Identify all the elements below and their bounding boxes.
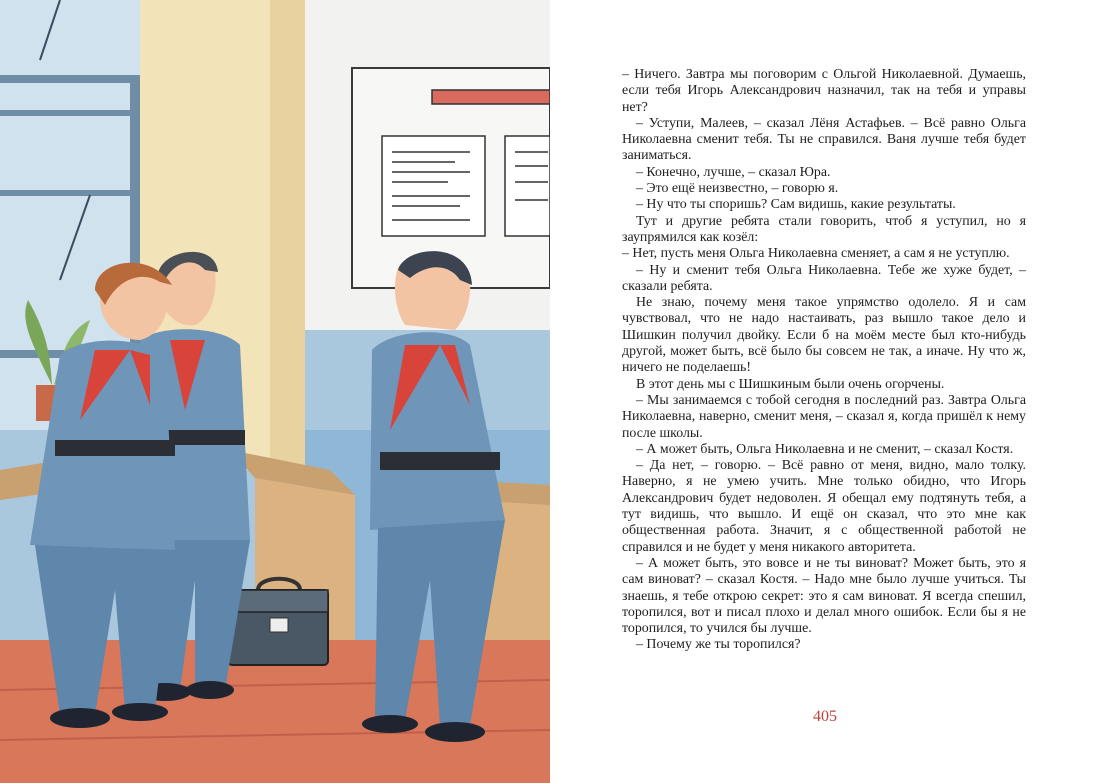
page-number: 405 bbox=[813, 708, 837, 725]
paragraph: – Это ещё неизвестно, – говорю я. bbox=[636, 181, 839, 197]
text-page bbox=[550, 0, 1100, 783]
paragraph: – Почему же ты торопился? bbox=[636, 637, 801, 653]
body-text bbox=[622, 67, 1026, 654]
paragraph: – А может быть, Ольга Николаевна и не сменит, – сказал Костя. bbox=[636, 441, 1014, 457]
paragraph: – Да нет, – говорю. – Всё равно от меня, видно, мало толку. Наверно, я не умею учить. Мне только обидно, что Игорь Александрович будет недоволен. Я обещал ему подтянуть тебя, а тут видишь, что вышло. И ещё он сказал, что это мне как общественная работа. Значит, я с общественной работой не справился и не будет у меня никакого авторитета. bbox=[622, 458, 1026, 555]
paragraph: – А может быть, это вовсе и не ты виноват? Может быть, это я сам виноват? – сказал Костя. – Надо мне было лучше учиться. Ты знаешь, я тебе открою секрет: это я сам виноват. Я всегда спешил, торопился, вот и писал плохо и делал много ошибок. Если бы я не торопился, то учился бы лучше. bbox=[622, 555, 1026, 637]
paragraph: – Ну что ты споришь? Сам видишь, какие результаты. bbox=[636, 197, 956, 213]
paragraph: – Мы занимаемся с тобой сегодня в последний раз. Завтра Ольга Николаевна, наверно, сменит меня, – сказал я, когда пришёл к нему после школы. bbox=[622, 392, 1026, 441]
briefcase-icon bbox=[228, 579, 328, 665]
paragraph: Не знаю, почему меня такое упрямство одолело. Я и сам чувствовал, что не надо настаивать, раз вышло такое дело и Шишкин получил двойку. Если б на моём месте был кто-нибудь другой, может быть, всё было бы совсем не так, а иначе. Ну что ж, ничего не поделаешь! bbox=[622, 295, 1026, 376]
paragraph: – Уступи, Малеев, – сказал Лёня Астафьев. – Всё равно Ольга Николаевна сменит тебя. Ты не справился. Ваня лучше тебя будет заниматься. bbox=[622, 115, 1026, 164]
paragraph: – Ну и сменит тебя Ольга Николаевна. Тебе же хуже будет, – сказали ребята. bbox=[622, 262, 1026, 294]
paragraph: – Ничего. Завтра мы поговорим с Ольгой Николаевной. Думаешь, если тебя Игорь Александрович назначил, так на тебя и управы нет? bbox=[622, 67, 1026, 115]
paragraph: – Конечно, лучше, – сказал Юра. bbox=[636, 164, 831, 180]
paragraph: Тут и другие ребята стали говорить, чтоб я уступил, но я заупрямился как козёл: bbox=[622, 213, 1026, 245]
paragraph: – Нет, пусть меня Ольга Николаевна сменяет, а сам я не уступлю. bbox=[622, 246, 1010, 262]
paragraph: В этот день мы с Шишкиным были очень огорчены. bbox=[636, 376, 945, 392]
